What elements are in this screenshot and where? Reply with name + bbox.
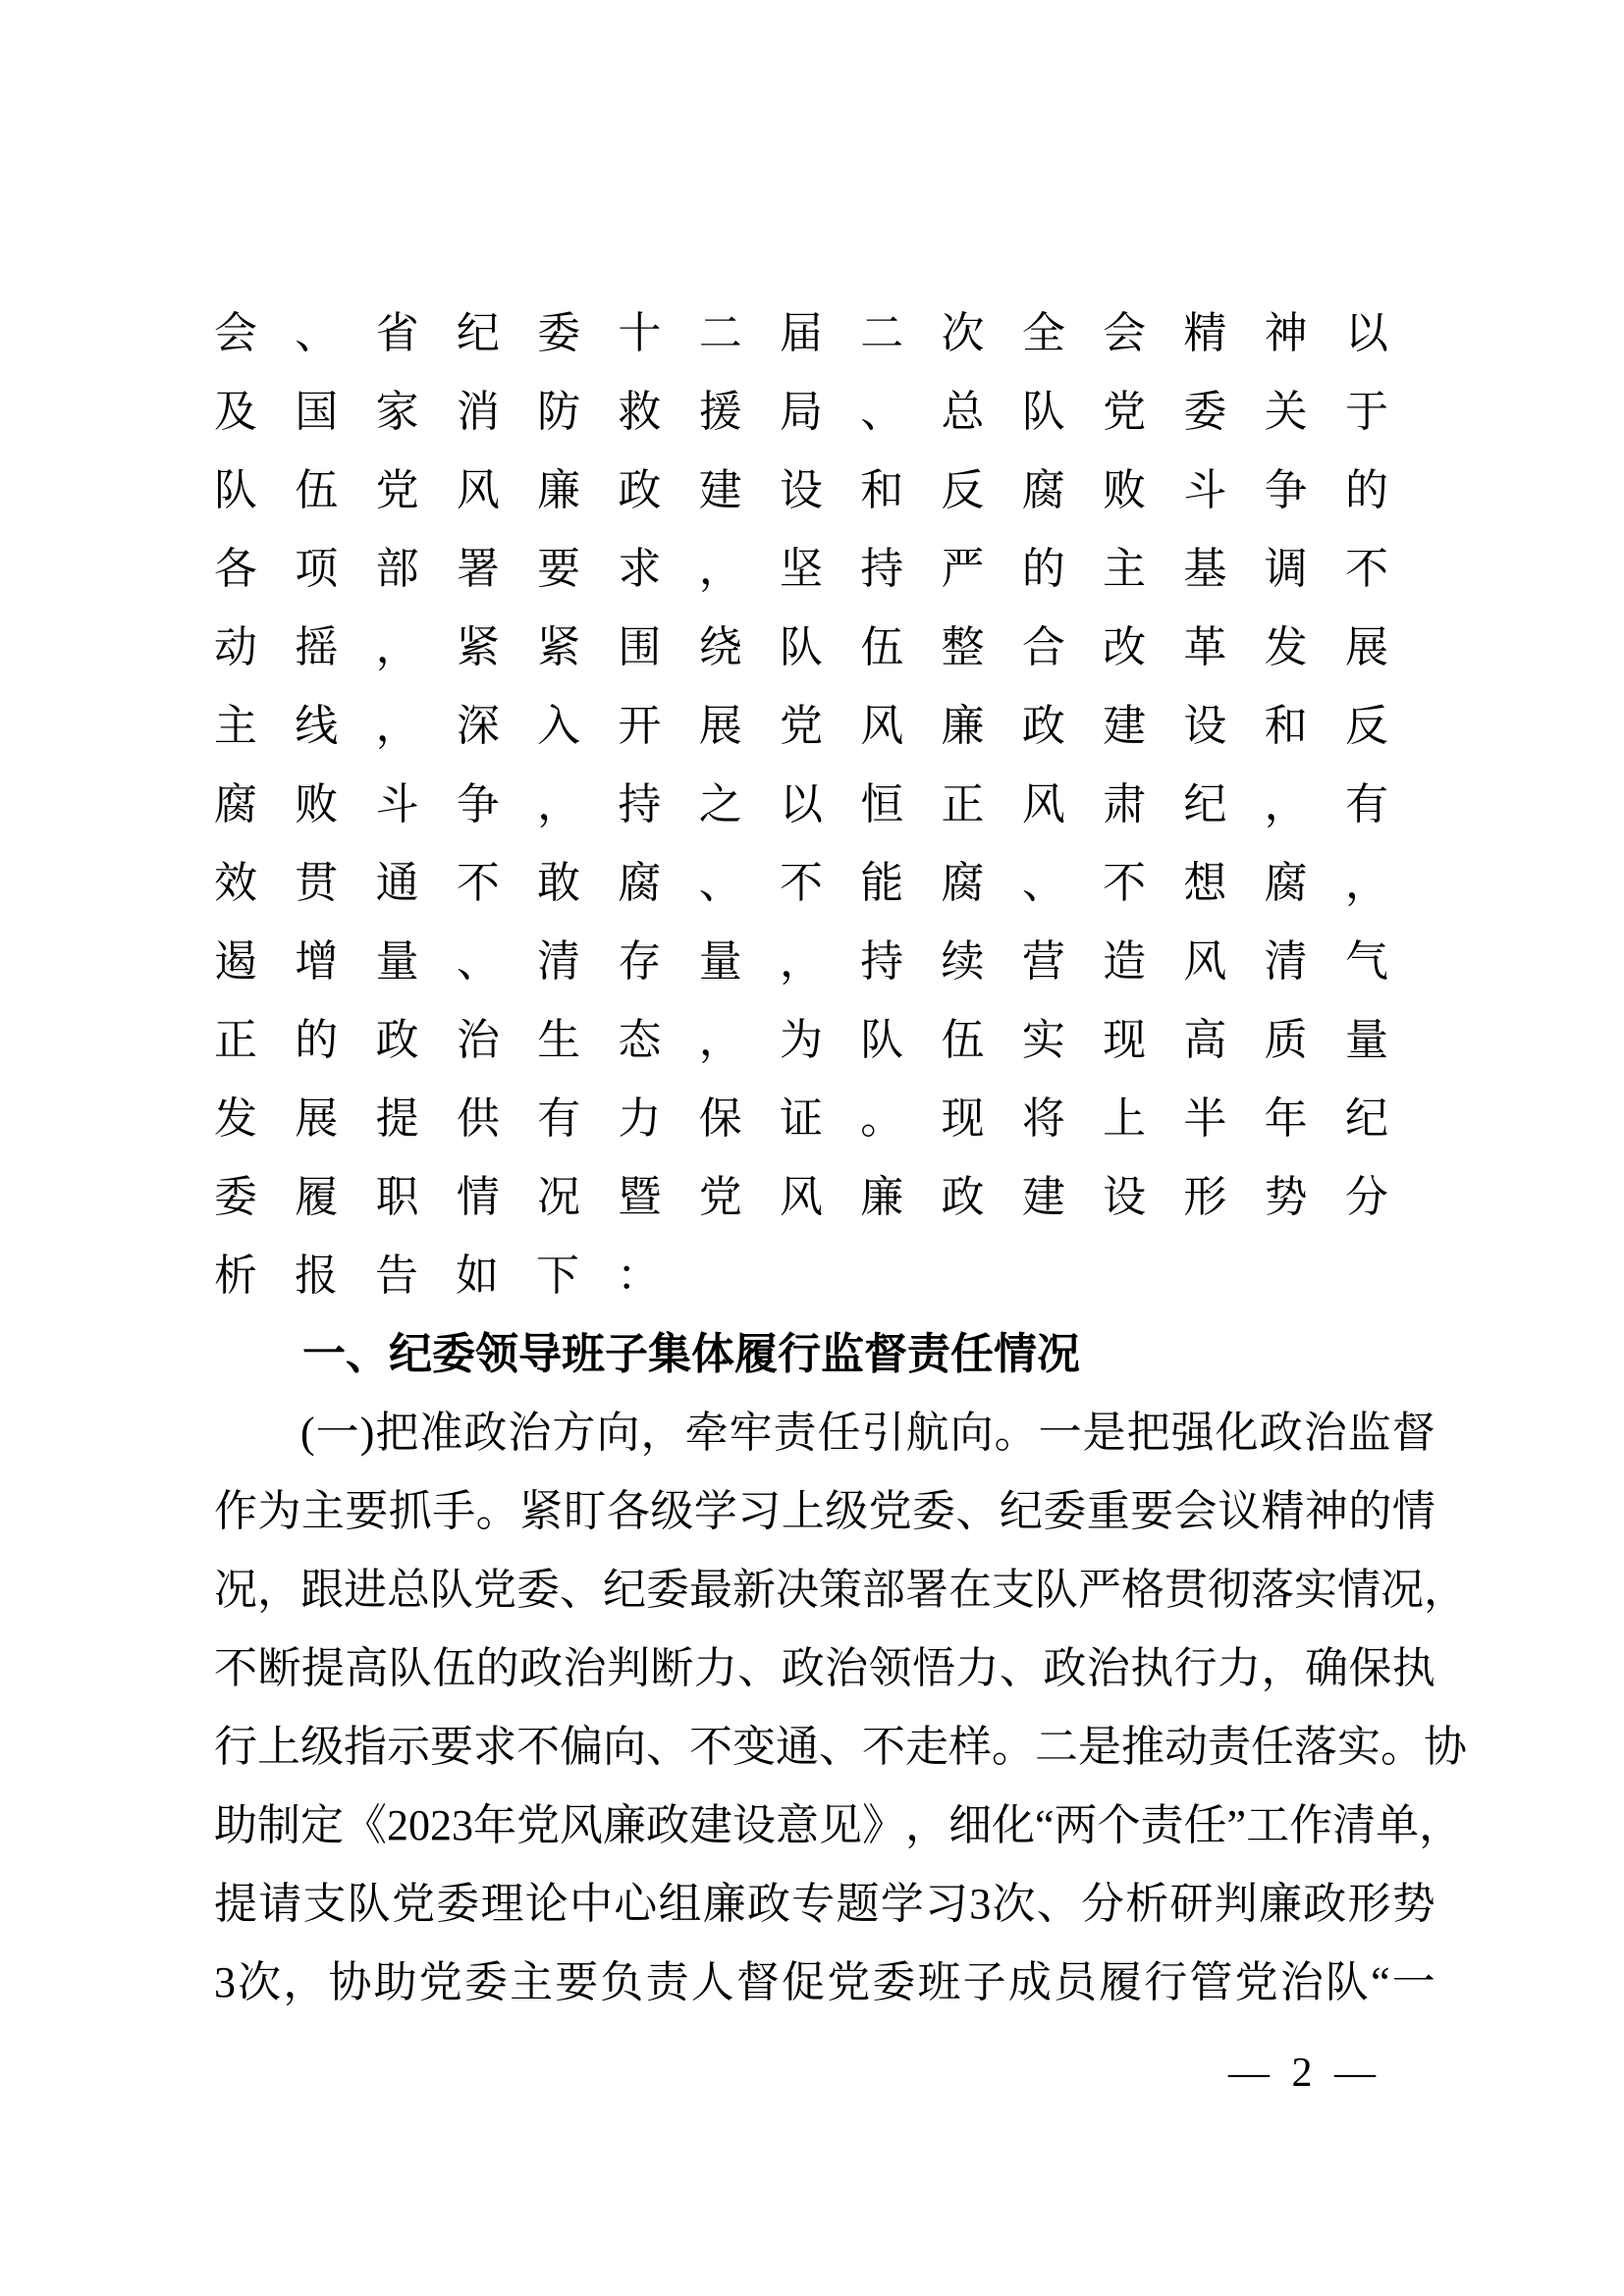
text-line: ( 一 ) 把 准 政 治 方 向 ， 牵 牢 责 任 引 航 向 。 一 是 把 强 化 政 治 监 督 <box>300 1409 1435 1457</box>
text-line: 提 请 支 队 党 委 理 论 中 心 组 廉 政 专 题 学 习 3 次 、 分 析 研 判 廉 政 形 势 <box>214 1880 1435 1928</box>
text-line: 作 为 主 要 抓 手 。 紧 盯 各 级 学 习 上 级 党 委 、 纪 委 重 要 会 议 精 神 的 情 <box>214 1487 1435 1535</box>
text-line: 主 线 ， 深 入 开 展 党 风 廉 政 建 设 和 反 <box>214 702 1388 750</box>
text-line: 遏 增 量 、 清 存 量 ， 持 续 营 造 风 清 气 <box>214 937 1388 986</box>
text-line: 会 、 省 纪 委 十 二 届 二 次 全 会 精 神 以 <box>214 309 1388 357</box>
text-line: 发 展 提 供 有 力 保 证 。 现 将 上 半 年 纪 <box>214 1095 1388 1143</box>
body-paragraph <box>214 1394 1467 2022</box>
text-line: 各 项 部 署 要 求 ， 坚 持 严 的 主 基 调 不 <box>214 545 1388 593</box>
text-line: 队 伍 党 风 廉 政 建 设 和 反 腐 败 斗 争 的 <box>214 466 1388 514</box>
text-line: 3 次 ， 协 助 党 委 主 要 负 责 人 督 促 党 委 班 子 成 员 履 行 管 党 治 队 “ 一 <box>214 1958 1435 2006</box>
page-number: — 2 — <box>1228 2051 1381 2096</box>
text-line: 及 国 家 消 防 救 援 局 、 总 队 党 委 关 于 <box>214 388 1388 436</box>
continuation-paragraph-last-line: 析报告如下： <box>214 1252 697 1300</box>
text-block <box>214 294 1467 2022</box>
text-line: 委 履 职 情 况 暨 党 风 廉 政 建 设 形 势 分 <box>214 1173 1388 1221</box>
text-line: 腐 败 斗 争 ， 持 之 以 恒 正 风 肃 纪 ， 有 <box>214 780 1388 828</box>
text-line: 行 上 级 指 示 要 求 不 偏 向 、 不 变 通 、 不 走 样 。 二 是 推 动 责 任 落 实 。 协 <box>214 1723 1467 1771</box>
text-line: 效 贯 通 不 敢 腐 、 不 能 腐 、 不 想 腐 ， <box>214 859 1388 907</box>
text-line: 正 的 政 治 生 态 ， 为 队 伍 实 现 高 质 量 <box>214 1016 1388 1064</box>
text-line: 况 ， 跟 进 总 队 党 委 、 纪 委 最 新 决 策 部 署 在 支 队 严 格 贯 彻 落 实 情 况 ， <box>214 1566 1467 1614</box>
text-line: 动 摇 ， 紧 紧 围 绕 队 伍 整 合 改 革 发 展 <box>214 623 1388 671</box>
text-line: 助 制 定 《 2023 年 党 风 廉 政 建 设 意 见 》 ， 细 化 “ 两 个 责 任 ” 工 作 清 单 ， <box>214 1801 1463 1849</box>
section-heading: 一、纪委领导班子集体履行监督责任情况 <box>302 1330 1080 1378</box>
continuation-paragraph <box>214 294 1435 1237</box>
text-line: 不 断 提 高 队 伍 的 政 治 判 断 力 、 政 治 领 悟 力 、 政 治 执 行 力 ， 确 保 执 <box>214 1644 1435 1692</box>
